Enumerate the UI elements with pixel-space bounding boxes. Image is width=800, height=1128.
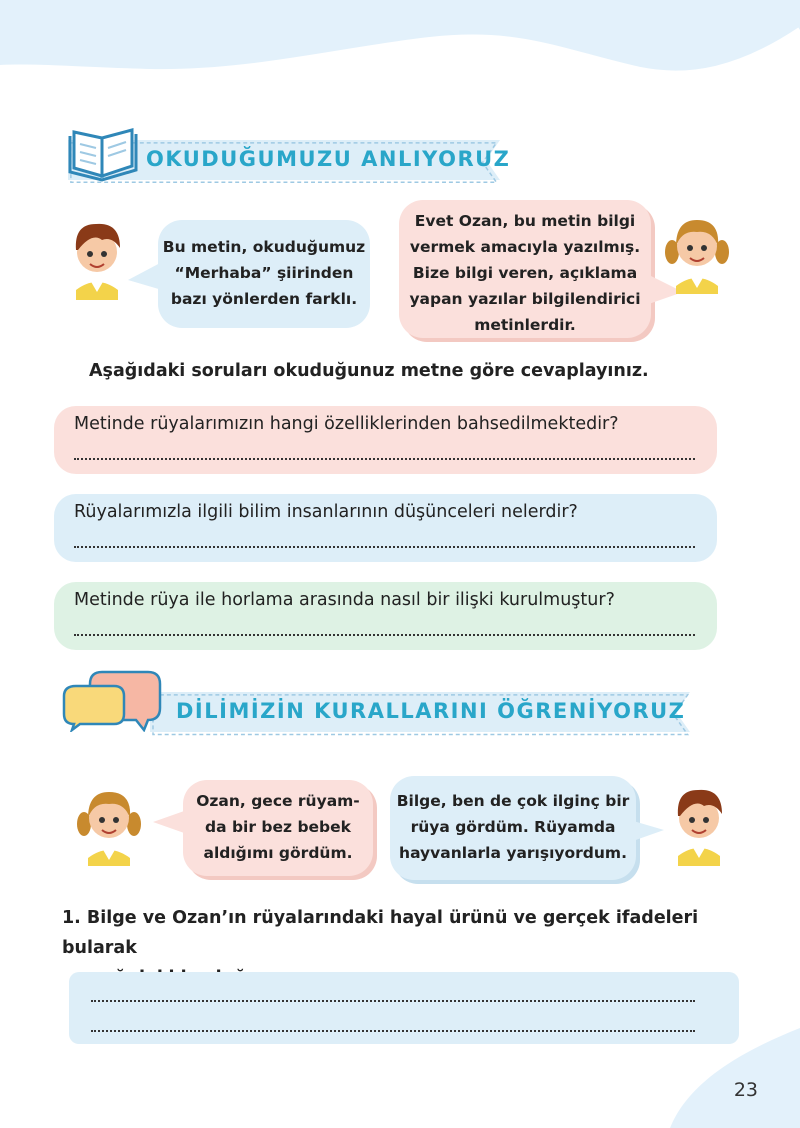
bubble-line: vermek amacıyla yazılmış. <box>409 238 641 256</box>
question-text: Metinde rüya ile horlama arasında nasıl bir ilişki kurulmuştur? <box>74 590 615 610</box>
bubble-tail <box>153 806 187 840</box>
bubble-line: Ozan, gece rüyam- <box>196 792 360 810</box>
question-box-2 <box>54 494 717 562</box>
open-book-icon <box>66 122 140 184</box>
bubble-line: da bir bez bebek <box>205 818 351 836</box>
girl-avatar <box>76 776 142 866</box>
bubble-line: Evet Ozan, bu metin bilgi <box>414 212 636 230</box>
text-bold: bilgilendirici <box>531 290 641 308</box>
bubble-line: Bu metin, okuduğumuz <box>162 238 366 256</box>
speech-bubble-bilge-2 <box>183 780 373 876</box>
section-title-1: OKUDUĞUMUZU ANLIYORUZ <box>146 147 511 171</box>
bubble-line: Bize bilgi veren, açıklama <box>412 264 638 282</box>
top-wave-decoration <box>0 0 800 80</box>
task-text: Bilge ve Ozan’ın rüyalarındaki hayal ürünü ve gerçek ifadeleri bularak <box>62 908 699 958</box>
section-title-2: DİLİMİZİN KURALLARINI ÖĞRENİYORUZ <box>176 699 686 723</box>
answer-line[interactable] <box>91 1030 695 1032</box>
bubble-line: bazı yönlerden farklı. <box>170 290 358 308</box>
girl-avatar <box>664 204 730 294</box>
question-text: Rüyalarımızla ilgili bilim insanlarının düşünceleri nelerdir? <box>74 502 578 522</box>
answer-line[interactable] <box>74 546 695 548</box>
bubble-line: rüya gördüm. Rüyamda <box>410 818 616 836</box>
speech-bubble-ozan-2 <box>390 776 636 880</box>
bubble-line: hayvanlarla yarışıyordum. <box>399 844 627 862</box>
answer-box <box>69 972 739 1044</box>
instruction-text: Aşağıdaki soruları okuduğunuz metne göre cevaplayınız. <box>89 361 649 381</box>
answer-line[interactable] <box>91 1000 695 1002</box>
question-box-3 <box>54 582 717 650</box>
speech-bubbles-icon <box>60 668 164 732</box>
boy-avatar <box>668 776 730 866</box>
bubble-line: “Merhaba” şiirinden <box>174 264 354 282</box>
speech-bubble-ozan-1 <box>158 220 370 328</box>
page-number: 23 <box>733 1079 758 1101</box>
task-number: 1. <box>62 908 81 928</box>
text-plain: yapan yazılar <box>409 290 532 308</box>
bubble-line: aldığımı gördüm. <box>203 844 353 862</box>
bubble-tail <box>128 260 162 294</box>
answer-line[interactable] <box>74 634 695 636</box>
text-plain: lerdir. <box>524 316 576 334</box>
task-line <box>62 903 752 963</box>
speech-bubble-bilge-1 <box>399 200 651 338</box>
bubble-line <box>399 286 651 312</box>
answer-line[interactable] <box>74 458 695 460</box>
question-box-1 <box>54 406 717 474</box>
question-text: Metinde rüyalarımızın hangi özelliklerinden bahsedilmektedir? <box>74 414 619 434</box>
bottom-wave-decoration <box>670 1028 800 1128</box>
bubble-line: Bilge, ben de çok ilginç bir <box>396 792 630 810</box>
bubble-line <box>399 312 651 338</box>
boy-avatar <box>66 210 128 300</box>
text-bold: metin <box>474 316 525 334</box>
